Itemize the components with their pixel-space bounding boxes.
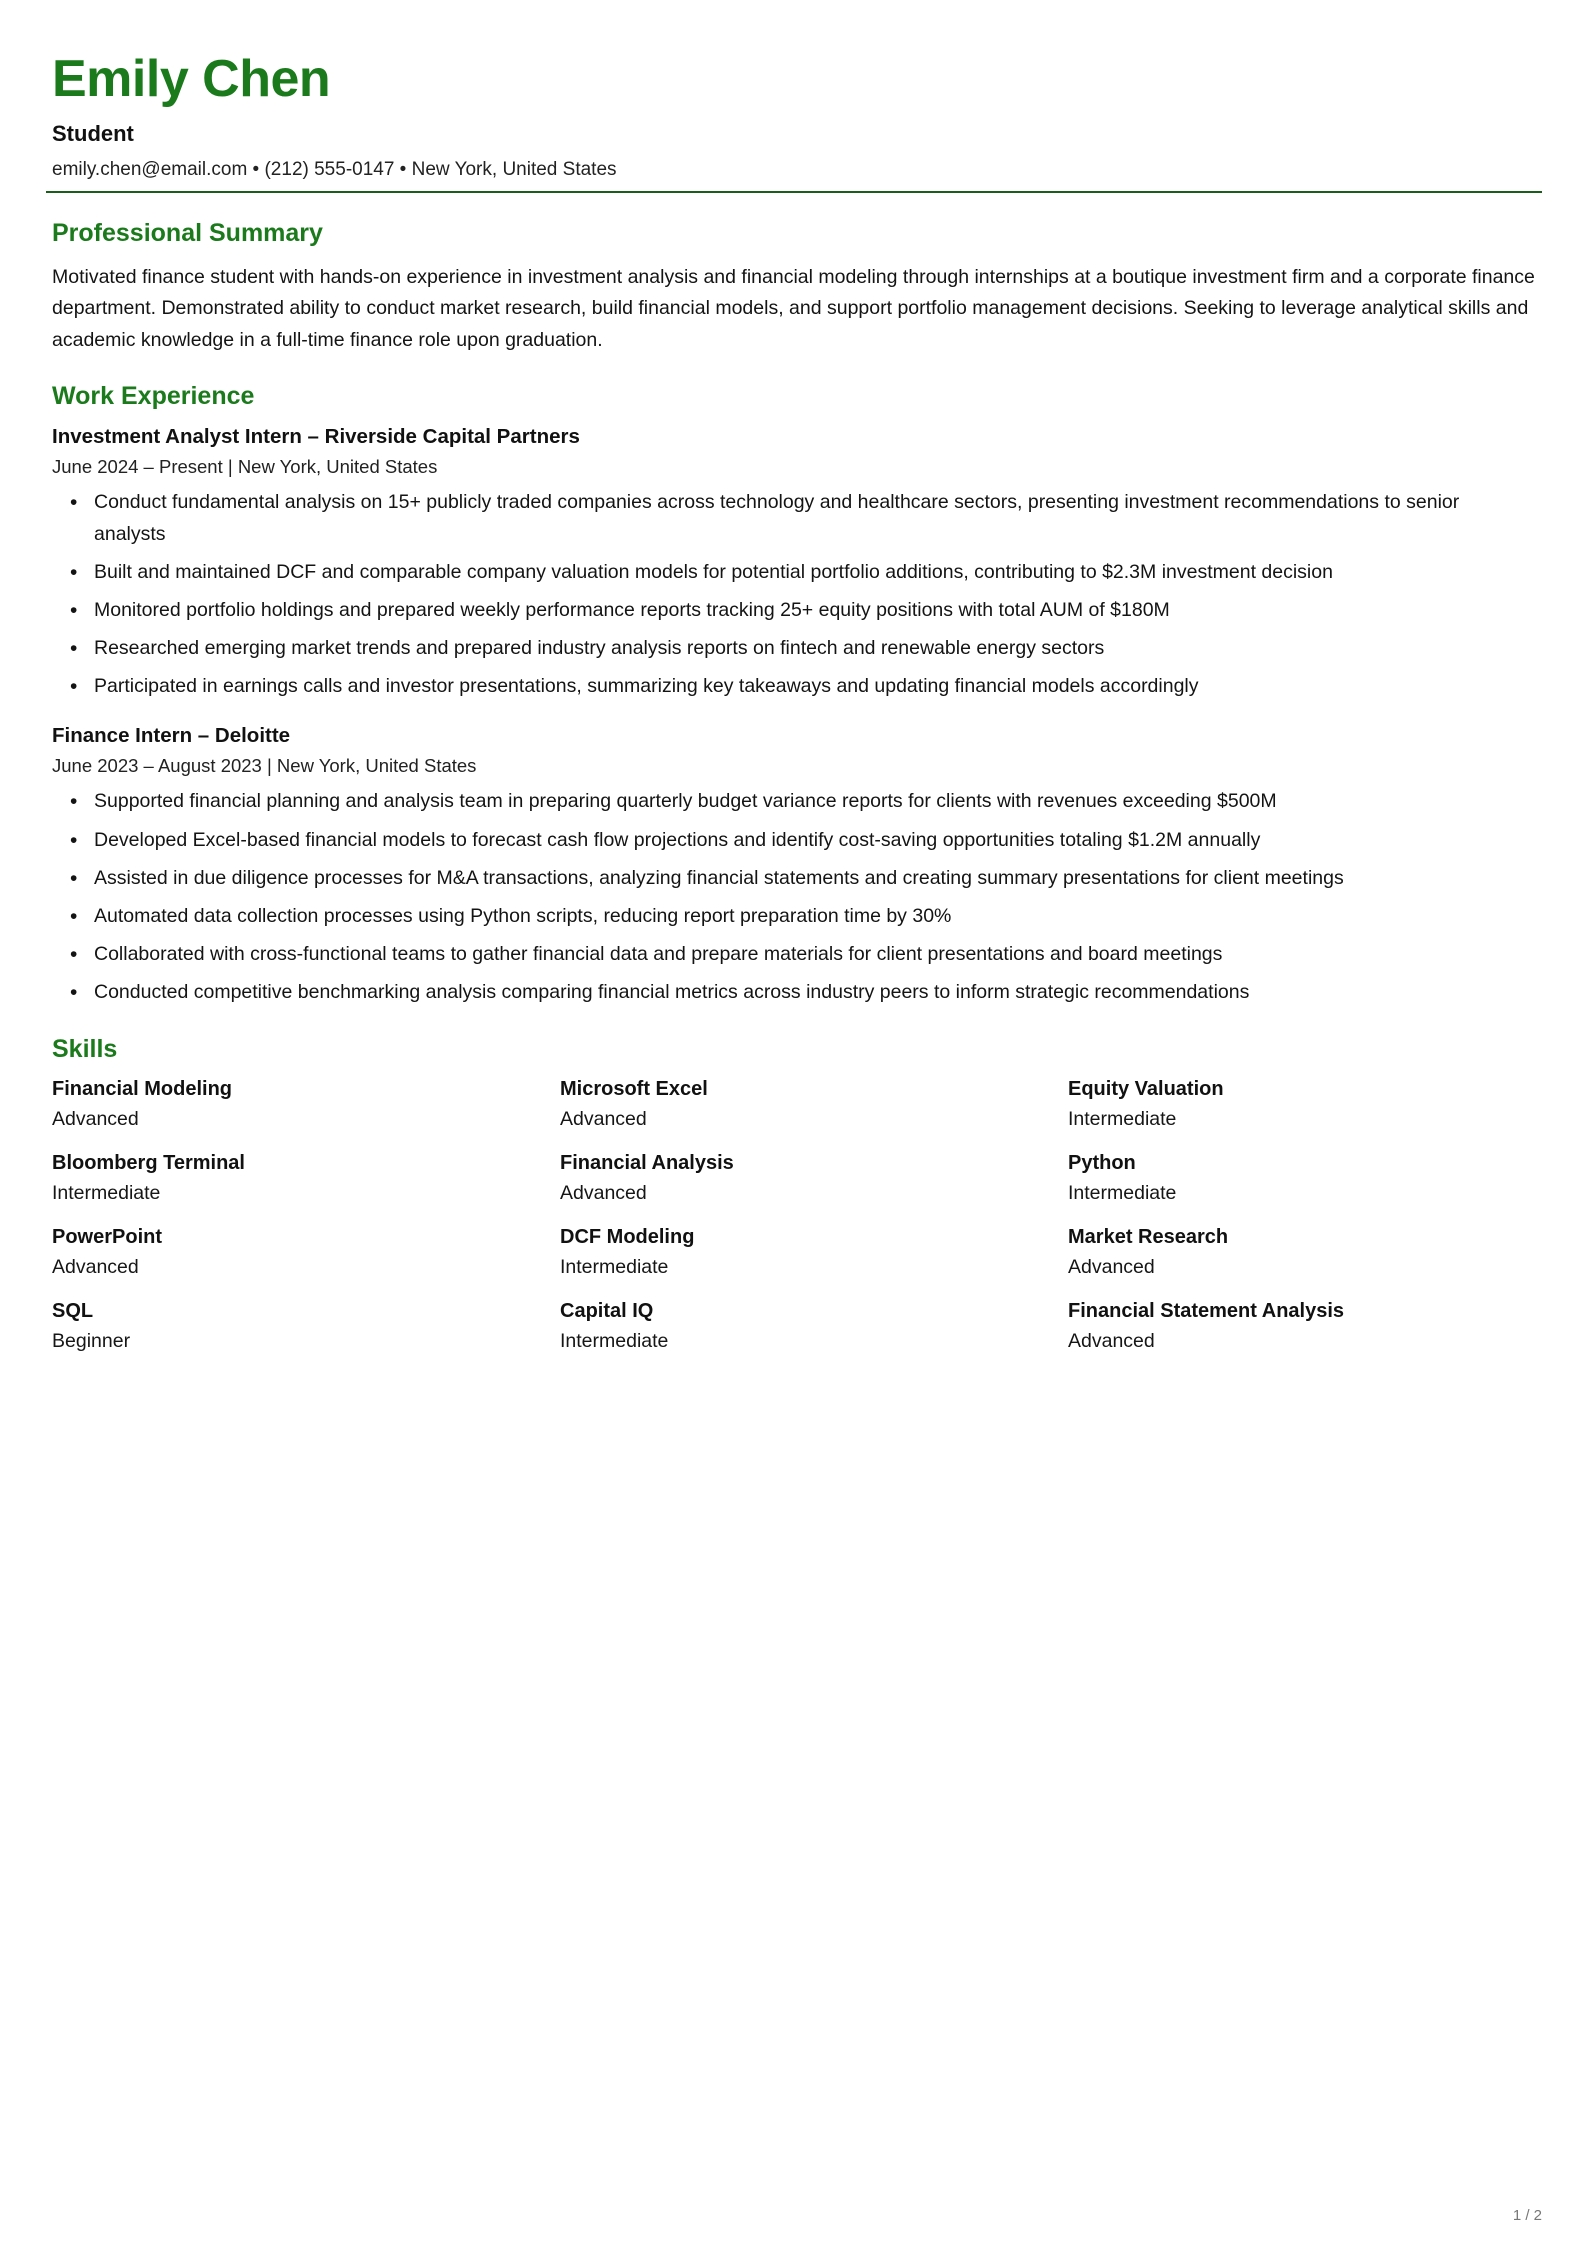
job-bullet-list xyxy=(52,786,1536,1008)
job-bullet: • Built and maintained DCF and comparable company valuation models for potential portfolio additions, contributing to $2.3M investment decision xyxy=(90,557,1536,588)
summary-text: Motivated finance student with hands-on experience in investment analysis and financial modeling through internships at a boutique investment firm and a corporate finance department. Demonstrated ability to conduct market research, build financial models, and support portfolio management decisions. Seeking to leverage analytical skills and academic knowledge in a full-time finance role upon graduation. xyxy=(52,265,1535,351)
skills-grid xyxy=(52,1078,1536,1374)
job-bullet: • Automated data collection processes using Python scripts, reducing report preparation time by 30% xyxy=(90,901,1536,932)
experience-entry xyxy=(52,724,1536,1008)
job-bullet-list xyxy=(52,487,1536,702)
skill-item xyxy=(1068,1152,1536,1205)
skill-name: Equity Valuation xyxy=(1068,1077,1224,1100)
skill-name: Microsoft Excel xyxy=(560,1077,708,1100)
skill-name: DCF Modeling xyxy=(560,1225,695,1248)
skill-level: Intermediate xyxy=(560,1255,669,1278)
section-skills xyxy=(46,1035,1542,1374)
job-bullet: • Participated in earnings calls and investor presentations, summarizing key takeaways and updating financial models accordingly xyxy=(90,671,1536,702)
skill-item xyxy=(560,1152,1028,1205)
skill-name: PowerPoint xyxy=(52,1225,163,1248)
skill-level: Advanced xyxy=(52,1255,139,1278)
skill-item xyxy=(560,1226,1028,1279)
page-number: 1 / 2 xyxy=(1512,2207,1542,2224)
section-title-experience: Work Experience xyxy=(52,382,255,411)
section-title-summary: Professional Summary xyxy=(52,218,323,247)
skill-level: Advanced xyxy=(1068,1255,1155,1278)
skill-item xyxy=(560,1078,1028,1131)
job-bullet: • Conducted competitive benchmarking analysis comparing financial metrics across industry peers to inform strategic recommendations xyxy=(90,977,1536,1008)
skill-name: SQL xyxy=(52,1299,94,1322)
skill-level: Intermediate xyxy=(1068,1107,1177,1130)
skill-item xyxy=(560,1300,1028,1353)
skill-item xyxy=(1068,1226,1536,1279)
skill-name: Python xyxy=(1068,1151,1136,1174)
skill-level: Intermediate xyxy=(560,1329,669,1352)
section-work-experience xyxy=(46,382,1542,1008)
skill-item xyxy=(52,1078,520,1131)
experience-entry xyxy=(52,425,1536,702)
job-bullet: • Assisted in due diligence processes for M&A transactions, analyzing financial statements and creating summary presentations for client meetings xyxy=(90,863,1536,894)
candidate-name: Emily Chen xyxy=(52,50,331,108)
skill-level: Intermediate xyxy=(52,1181,161,1204)
skill-name: Financial Modeling xyxy=(52,1077,233,1100)
job-bullet: • Developed Excel-based financial models to forecast cash flow projections and identify cost-saving opportunities totaling $1.2M annually xyxy=(90,825,1536,856)
skill-name: Bloomberg Terminal xyxy=(52,1151,245,1174)
skill-level: Advanced xyxy=(560,1107,647,1130)
skill-name: Market Research xyxy=(1068,1225,1229,1248)
skill-item xyxy=(52,1300,520,1353)
skill-name: Capital IQ xyxy=(560,1299,654,1322)
skill-name: Financial Analysis xyxy=(560,1151,734,1174)
job-bullet: • Supported financial planning and analysis team in preparing quarterly budget variance reports for clients with revenues exceeding $500M xyxy=(90,786,1536,817)
resume-header xyxy=(46,52,1542,193)
job-bullet: • Conduct fundamental analysis on 15+ publicly traded companies across technology and healthcare sectors, presenting investment recommendations to senior analysts xyxy=(90,487,1536,549)
section-professional-summary xyxy=(46,219,1542,357)
skill-level: Advanced xyxy=(52,1107,139,1130)
skill-name: Financial Statement Analysis xyxy=(1068,1299,1345,1322)
job-bullet: • Researched emerging market trends and prepared industry analysis reports on fintech and renewable energy sectors xyxy=(90,633,1536,664)
header-divider xyxy=(46,191,1542,193)
job-title-company: Investment Analyst Intern – Riverside Capital Partners xyxy=(52,425,580,449)
job-bullet: • Collaborated with cross-functional teams to gather financial data and prepare materials for client presentations and board meetings xyxy=(90,939,1536,970)
skill-level: Intermediate xyxy=(1068,1181,1177,1204)
skill-level: Beginner xyxy=(52,1329,131,1352)
skill-item xyxy=(1068,1078,1536,1131)
job-title-company: Finance Intern – Deloitte xyxy=(52,724,291,748)
contact-info: emily.chen@email.com • (212) 555-0147 • New York, United States xyxy=(52,158,617,180)
skill-level: Advanced xyxy=(1068,1329,1155,1352)
job-dates-location: June 2023 – August 2023 | New York, United States xyxy=(52,755,477,777)
skill-item xyxy=(52,1152,520,1205)
job-bullet: • Monitored portfolio holdings and prepared weekly performance reports tracking 25+ equity positions with total AUM of $180M xyxy=(90,595,1536,626)
candidate-title: Student xyxy=(52,120,134,146)
section-title-skills: Skills xyxy=(52,1034,118,1063)
skill-level: Advanced xyxy=(560,1181,647,1204)
skill-item xyxy=(52,1226,520,1279)
job-dates-location: June 2024 – Present | New York, United States xyxy=(52,456,438,478)
skill-item xyxy=(1068,1300,1536,1353)
